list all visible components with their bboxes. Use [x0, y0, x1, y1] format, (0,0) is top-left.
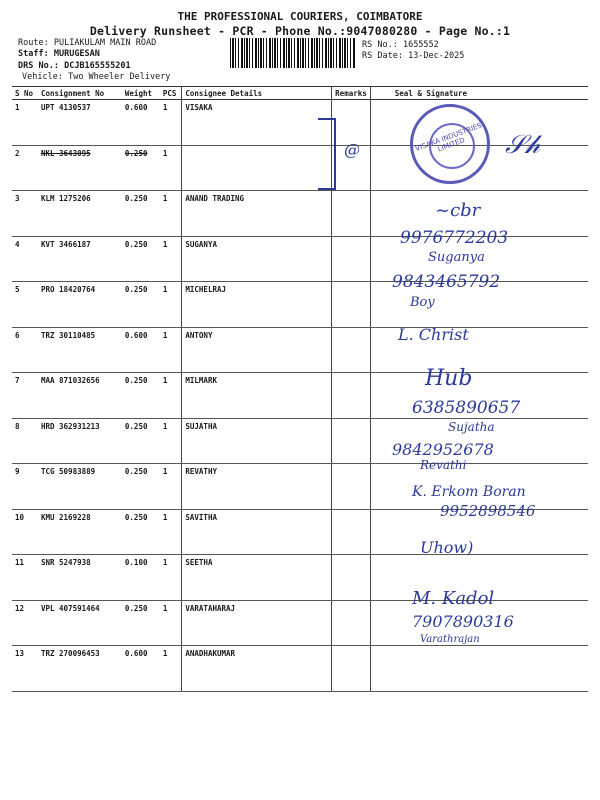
cell-consignment: TCG 50983889	[38, 464, 122, 510]
table-row	[12, 100, 588, 146]
cell-consignment: SNR 5247938	[38, 555, 122, 601]
handwritten-name-8: Sujatha	[448, 420, 495, 434]
cell-remarks	[332, 282, 371, 328]
cell-consignee: SEETHA	[182, 555, 332, 601]
table-row	[12, 282, 588, 328]
company-title: THE PROFESSIONAL COURIERS, COIMBATORE	[177, 10, 423, 23]
signature-3: ~cbr	[435, 200, 481, 221]
cell-remarks	[332, 100, 371, 146]
cell-sno: 6	[12, 327, 38, 373]
table-row	[12, 327, 588, 373]
table-row	[12, 145, 588, 191]
cell-consignee: MILMARK	[182, 373, 332, 419]
rs-date-line: RS Date: 13-Dec-2025	[362, 51, 465, 61]
drs-value: DCJB165555201	[64, 61, 131, 71]
cell-pcs: 1	[160, 464, 182, 510]
cell-consignee: VARATAHARAJ	[182, 600, 332, 646]
runsheet-title: Delivery Runsheet - PCR - Phone No.:9047080280 - Page No.:1	[89, 24, 511, 38]
col-pcs: PCS	[160, 87, 182, 100]
route-line: Route: PULIAKULAM MAIN ROAD	[18, 38, 157, 48]
cell-consignee: ANADHAKUMAR	[182, 646, 332, 692]
handwritten-sig-6: L. Christ	[398, 325, 469, 344]
signature-7: Hub	[425, 366, 473, 391]
cell-pcs: 1	[160, 555, 182, 601]
cell-weight: 0.250	[122, 191, 160, 237]
cell-consignee	[182, 145, 332, 191]
cell-consignee: SUGANYA	[182, 236, 332, 282]
cell-remarks	[332, 191, 371, 237]
cell-consignment: MAA 871032656	[38, 373, 122, 419]
handwritten-name-10: K. Erkom Boran	[412, 484, 526, 500]
vehicle-value: Two Wheeler Delivery	[68, 72, 171, 82]
handwritten-phone-13: 7907890316	[412, 612, 514, 631]
cell-pcs: 1	[160, 418, 182, 464]
cell-pcs: 1	[160, 600, 182, 646]
cell-sno: 9	[12, 464, 38, 510]
runsheet-table	[12, 86, 588, 692]
handwritten-phone-10: 9952898546	[440, 502, 536, 520]
cell-consignment: KVT 3466187	[38, 236, 122, 282]
cell-sno: 8	[12, 418, 38, 464]
cell-pcs: 1	[160, 327, 182, 373]
handwritten-bracket	[318, 118, 336, 190]
staff-value: MURUGESAN	[53, 49, 100, 59]
signature-13: M. Kadol	[412, 588, 495, 609]
cell-sno: 10	[12, 509, 38, 555]
cell-remarks	[332, 373, 371, 419]
signature-5: Boy	[410, 295, 435, 310]
cell-consignment: TRZ 270096453	[38, 646, 122, 692]
cell-weight: 0.600	[122, 100, 160, 146]
cell-remarks	[332, 555, 371, 601]
table-row	[12, 555, 588, 601]
cell-remarks	[332, 600, 371, 646]
signature-11: Uhow)	[420, 538, 474, 557]
cell-consignee: VISAKA	[182, 100, 332, 146]
col-consignee: Consignee Details	[182, 87, 332, 100]
drs-line: DRS No.: DCJB165555201	[18, 61, 131, 71]
cell-pcs: 1	[160, 100, 182, 146]
cell-pcs: 1	[160, 145, 182, 191]
cell-pcs: 1	[160, 373, 182, 419]
cell-consignment: TRZ 30110485	[38, 327, 122, 373]
handwritten-phone-8: 6385890657	[412, 398, 521, 418]
handwritten-name-4: Suganya	[428, 250, 485, 265]
cell-remarks	[332, 509, 371, 555]
cell-remarks	[332, 646, 371, 692]
cell-remarks	[332, 418, 371, 464]
cell-pcs: 1	[160, 646, 182, 692]
route-value: PULIAKULAM MAIN ROAD	[53, 38, 157, 48]
cell-sno: 2	[12, 145, 38, 191]
rs-no-value: 1655552	[402, 40, 439, 50]
cell-sno: 3	[12, 191, 38, 237]
handwritten-phone-4: 9976772203	[400, 228, 509, 248]
cell-weight: 0.600	[122, 646, 160, 692]
handwritten-name-9: Revathi	[420, 458, 467, 472]
cell-pcs: 1	[160, 509, 182, 555]
cell-sno: 5	[12, 282, 38, 328]
col-remarks: Remarks	[332, 87, 371, 100]
cell-consignment: UPT 4130537	[38, 100, 122, 146]
company-seal-stamp: VISAKA INDUSTRIES LIMITED	[410, 104, 490, 184]
cell-sno: 7	[12, 373, 38, 419]
cell-remarks	[332, 327, 371, 373]
cell-consignment: VPL 407591464	[38, 600, 122, 646]
cell-weight: 0.250	[122, 373, 160, 419]
cell-consignee: SUJATHA	[182, 418, 332, 464]
col-signature: Seal & Signature	[370, 87, 588, 100]
cell-consignment: HRD 362931213	[38, 418, 122, 464]
cell-sno: 11	[12, 555, 38, 601]
handwritten-phone-5: 9843465792	[392, 272, 501, 292]
table-row	[12, 418, 588, 464]
cell-consignee: REVATHY	[182, 464, 332, 510]
rs-date-value: 13-Dec-2025	[408, 51, 465, 61]
rs-no-line: RS No.: 1655552	[362, 40, 439, 50]
cell-consignee: ANTONY	[182, 327, 332, 373]
cell-consignee: SAVITHA	[182, 509, 332, 555]
cell-weight: 0.250	[122, 236, 160, 282]
cell-consignment: PRO 18420764	[38, 282, 122, 328]
table-header-row	[12, 87, 588, 100]
handwritten-name-13: Varathrajan	[420, 634, 480, 645]
cell-consignment: NKL 3643095	[38, 145, 122, 191]
cell-weight: 0.250	[122, 145, 160, 191]
cell-sno: 1	[12, 100, 38, 146]
cell-pcs: 1	[160, 236, 182, 282]
cell-consignee: ANAND TRADING	[182, 191, 332, 237]
cell-remarks	[332, 464, 371, 510]
cell-consignment: KMU 2169228	[38, 509, 122, 555]
cell-signature	[370, 646, 588, 692]
cell-weight: 0.250	[122, 282, 160, 328]
barcode	[230, 38, 356, 68]
col-weight: Weight	[122, 87, 160, 100]
vehicle-line: Vehicle: Two Wheeler Delivery	[22, 72, 171, 82]
col-sno: S No	[12, 87, 38, 100]
table-row	[12, 646, 588, 692]
cell-weight: 0.250	[122, 509, 160, 555]
handwritten-phone-9: 9842952678	[392, 440, 494, 459]
cell-consignment: KLM 1275206	[38, 191, 122, 237]
signature-1: 𝒮𝒽	[505, 130, 541, 160]
cell-weight: 0.250	[122, 418, 160, 464]
cell-pcs: 1	[160, 191, 182, 237]
cell-weight: 0.250	[122, 464, 160, 510]
cell-consignee: MICHELRAJ	[182, 282, 332, 328]
staff-line: Staff: MURUGESAN	[18, 49, 100, 59]
cell-remarks	[332, 236, 371, 282]
remark-mark: @	[344, 140, 360, 159]
cell-weight: 0.250	[122, 600, 160, 646]
cell-sno: 4	[12, 236, 38, 282]
cell-sno: 12	[12, 600, 38, 646]
cell-pcs: 1	[160, 282, 182, 328]
cell-weight: 0.100	[122, 555, 160, 601]
cell-weight: 0.600	[122, 327, 160, 373]
cell-sno: 13	[12, 646, 38, 692]
col-consignment: Consignment No	[38, 87, 122, 100]
